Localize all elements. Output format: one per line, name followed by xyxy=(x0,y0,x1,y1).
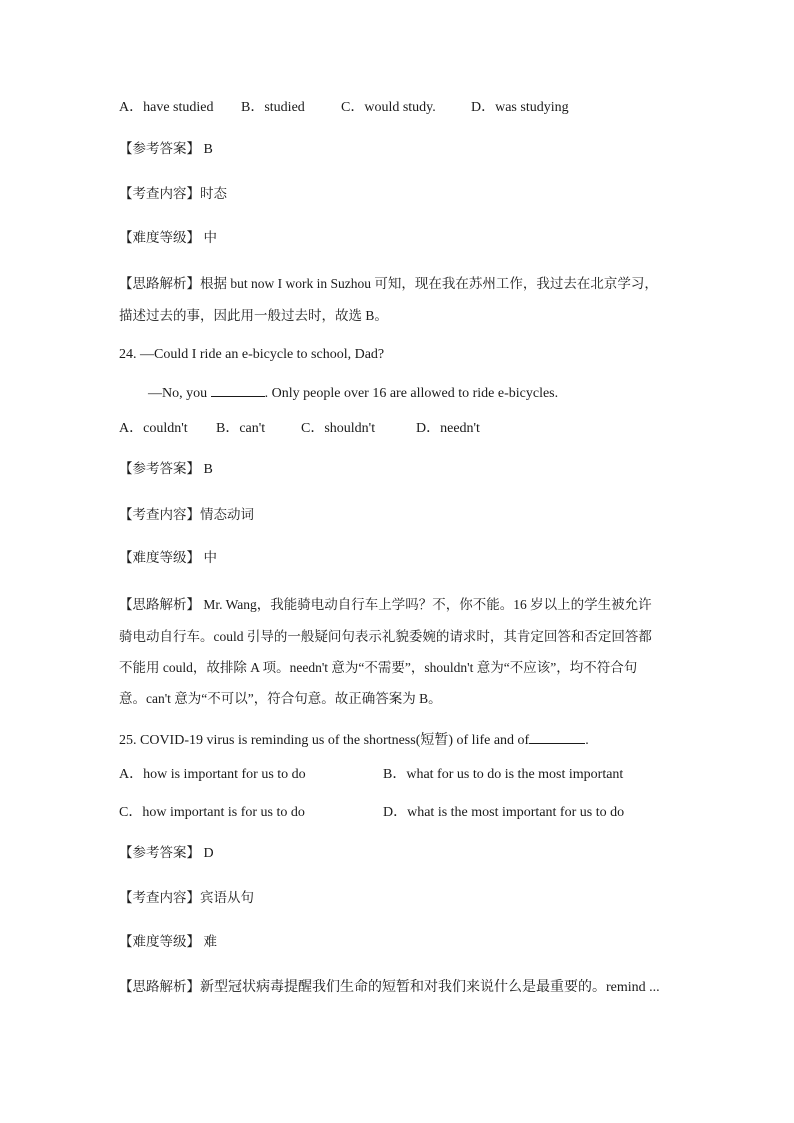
q25-analysis-line1: 新型冠状病毒提醒我们生命的短暂和对我们来说什么是最重要的。remind ... xyxy=(200,980,660,995)
q24-options xyxy=(119,419,480,439)
q25-stem xyxy=(119,729,589,751)
q25-stem-post: . xyxy=(585,733,589,748)
q24-blank xyxy=(211,382,265,397)
q24-option-d: D．needn't xyxy=(416,421,480,436)
q25-blank xyxy=(529,729,585,744)
q24-stem-line1: 24. —Could I ride an e-bicycle to school, Dad? xyxy=(119,347,385,362)
q24-answer xyxy=(119,459,213,480)
q25-answer xyxy=(119,843,214,864)
q24-analysis-line1: Mr. Wang，我能骑电动自行车上学吗？不，你不能。16 岁以上的学生被允许 xyxy=(200,597,652,612)
q23-answer xyxy=(119,139,213,160)
q24-difficulty xyxy=(119,548,217,569)
q24-stem-line2 xyxy=(148,382,558,404)
q24-stem-line2-post: . Only people over 16 are allowed to ride e-bicycles. xyxy=(264,386,559,401)
q24-analysis xyxy=(119,589,689,714)
q23-answer-tag: 【参考答案】 xyxy=(119,141,200,157)
q24-answer-tag: 【参考答案】 xyxy=(119,461,200,477)
q25-option-a: A．how is important for us to do xyxy=(119,767,306,782)
q25-content xyxy=(119,888,254,909)
q23-difficulty xyxy=(119,228,217,249)
q23-option-c: C．would study. xyxy=(341,100,436,115)
q25-stem-pre: 25. COVID-19 virus is reminding us of the shortness(短暂) of life and of xyxy=(119,733,530,748)
q24-analysis-tag: 【思路解析】 xyxy=(119,597,200,613)
q25-content-tag: 【考查内容】 xyxy=(119,890,200,906)
q23-analysis xyxy=(119,268,689,331)
q25-difficulty-tag: 【难度等级】 xyxy=(119,934,200,950)
q24-content xyxy=(119,505,254,526)
q24-option-c: C．shouldn't xyxy=(301,421,376,436)
q23-difficulty-tag: 【难度等级】 xyxy=(119,230,200,246)
q24-difficulty-tag: 【难度等级】 xyxy=(119,550,200,566)
q23-content-tag: 【考查内容】 xyxy=(119,186,200,202)
q23-option-d: D．was studying xyxy=(471,100,569,115)
q25-difficulty xyxy=(119,932,217,953)
q25-analysis-tag: 【思路解析】 xyxy=(119,979,200,995)
q24-content-tag: 【考查内容】 xyxy=(119,507,200,523)
q23-difficulty-value: 中 xyxy=(203,230,217,246)
q23-answer-value: B xyxy=(203,142,213,157)
q25-content-value: 宾语从句 xyxy=(200,890,254,906)
q25-answer-value: D xyxy=(203,846,214,861)
q25-answer-tag: 【参考答案】 xyxy=(119,845,200,861)
q24-option-b: B．can't xyxy=(216,421,266,436)
q23-analysis-line1: 根据 but now I work in Suzhou 可知，现在我在苏州工作，我过去在北京学习， xyxy=(200,276,658,291)
q23-options xyxy=(119,98,569,118)
q25-option-d: D．what is the most important for us to do xyxy=(383,805,625,820)
q24-analysis-line2: 骑电动自行车。could 引导的一般疑问句表示礼貌委婉的请求时，其肯定回答和否定回答都 xyxy=(119,629,652,644)
q23-option-b: B．studied xyxy=(241,100,305,115)
q24-option-a: A．couldn't xyxy=(119,421,188,436)
q23-content-value: 时态 xyxy=(200,186,227,202)
q24-analysis-line4: 意。can't 意为“不可以”，符合句意。故正确答案为 B。 xyxy=(119,691,442,706)
q24-content-value: 情态动词 xyxy=(200,507,254,523)
q24-analysis-line3: 不能用 could，故排除 A 项。needn't 意为“不需要”，shouldn't 意为“不应该”，均不符合句 xyxy=(119,660,638,675)
q23-content xyxy=(119,184,227,205)
q25-options-row1 xyxy=(119,765,623,785)
q25-options-row2 xyxy=(119,803,624,823)
q23-analysis-line2: 描述过去的事，因此用一般过去时，故选 B。 xyxy=(119,308,388,323)
q24-answer-value: B xyxy=(203,462,213,477)
q24-stem-line2-pre: —No, you xyxy=(148,386,208,401)
q25-analysis xyxy=(119,977,660,998)
q25-option-c: C．how important is for us to do xyxy=(119,805,305,820)
q25-option-b: B．what for us to do is the most important xyxy=(383,767,624,782)
q23-analysis-tag: 【思路解析】 xyxy=(119,276,200,292)
q23-option-a: A．have studied xyxy=(119,100,214,115)
q24-difficulty-value: 中 xyxy=(203,550,217,566)
q25-difficulty-value: 难 xyxy=(203,934,217,950)
